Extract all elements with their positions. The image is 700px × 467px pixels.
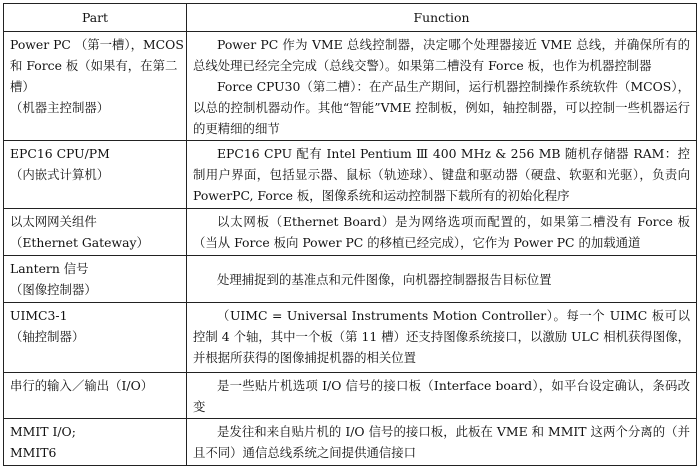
table-row [4, 303, 697, 373]
part-text: （内嵌式计算机） [10, 167, 110, 182]
function-cell [187, 209, 697, 256]
part-text: 槽） [10, 79, 35, 94]
function-cell [187, 303, 697, 373]
table-row [4, 256, 697, 303]
part-cell [4, 256, 187, 303]
table-row [4, 209, 697, 256]
part-text: （Ethernet Gateway） [10, 235, 149, 250]
part-text: Power PC （第一槽），MCOS [10, 37, 184, 52]
function-text: 是一些贴片机选项 I/O 信号的接口板（Interface board），如平台设定确认，条码改变 [193, 378, 690, 414]
part-text: （轴控制器） [10, 329, 85, 344]
function-cell [187, 141, 697, 209]
part-cell [4, 141, 187, 209]
part-cell [4, 419, 187, 466]
part-cell [4, 373, 187, 419]
table-row [4, 32, 697, 141]
part-cell [4, 32, 187, 141]
function-text: 以太网板（Ethernet Board）是为网络选项而配置的，如果第二槽没有 Force 板（当从 Force 板向 Power PC 的移植已经完成），它作为 Power PC 的加载通道 [193, 214, 690, 250]
function-text: 是发往和来自贴片机的 I/O 信号的接口板，此板在 VME 和 MMIT 这两个分离的（并且不同）通信总线系统之间提供通信接口 [193, 424, 690, 460]
function-cell [187, 419, 697, 466]
table-row [4, 419, 697, 466]
table-row [4, 141, 697, 209]
function-text: Force CPU30（第二槽）：在产品生产期间，运行机器控制操作系统软件（MCOS），以总的控制机器动作。其他“智能”VME 控制板，例如，轴控制器，可以控制一些机器运行的更精细的细节 [193, 79, 690, 136]
part-text: MMIT6 [10, 445, 57, 460]
part-cell [4, 303, 187, 373]
part-text: （机器主控制器） [10, 100, 110, 115]
function-cell [187, 373, 697, 419]
part-text: 和 Force 板（如果有，在第二 [10, 58, 178, 73]
function-text: 处理捕捉到的基准点和元件图像，向机器控制器报告目标位置 [217, 272, 552, 287]
function-cell [187, 32, 697, 141]
part-text: UIMC3-1 [10, 308, 68, 323]
table-row [4, 373, 697, 419]
header-row [4, 4, 697, 32]
header-function: Function [187, 4, 697, 32]
function-cell [187, 256, 697, 303]
function-text: Power PC 作为 VME 总线控制器，决定哪个处理器接近 VME 总线，并确保所有的总线处理已经完全完成（总线交警）。如果第二槽没有 Force 板，也作为机器控制器 [193, 37, 690, 73]
function-text: EPC16 CPU 配有 Intel Pentium Ⅲ 400 MHz & 256 MB 随机存储器 RAM：控制用户界面，包括显示器、鼠标（轨迹球）、键盘和驱动器（硬盘、软驱和光驱），负责向 PowerPC, Force 板，图像系统和运动控制器下载所有的初始化程序 [193, 146, 690, 203]
part-cell [4, 209, 187, 256]
part-text: MMIT I/O; [10, 424, 76, 439]
part-text: Lantern 信号 [10, 261, 89, 276]
part-text: EPC16 CPU/PM [10, 146, 110, 161]
function-text: （UIMC = Universal Instruments Motion Controller）。每一个 UIMC 板可以控制 4 个轴，其中一个板（第 11 槽）还支持图像系统接口，以激励 ULC 相机获得图像，并根据所获得的图像捕捉机器的相关位置 [193, 308, 690, 365]
part-function-table [3, 3, 697, 466]
part-text: 串行的输入／输出（I/O） [10, 378, 154, 393]
part-text: （图像控制器） [10, 282, 97, 297]
part-text: 以太网网关组件 [10, 214, 97, 229]
header-part: Part [4, 4, 187, 32]
